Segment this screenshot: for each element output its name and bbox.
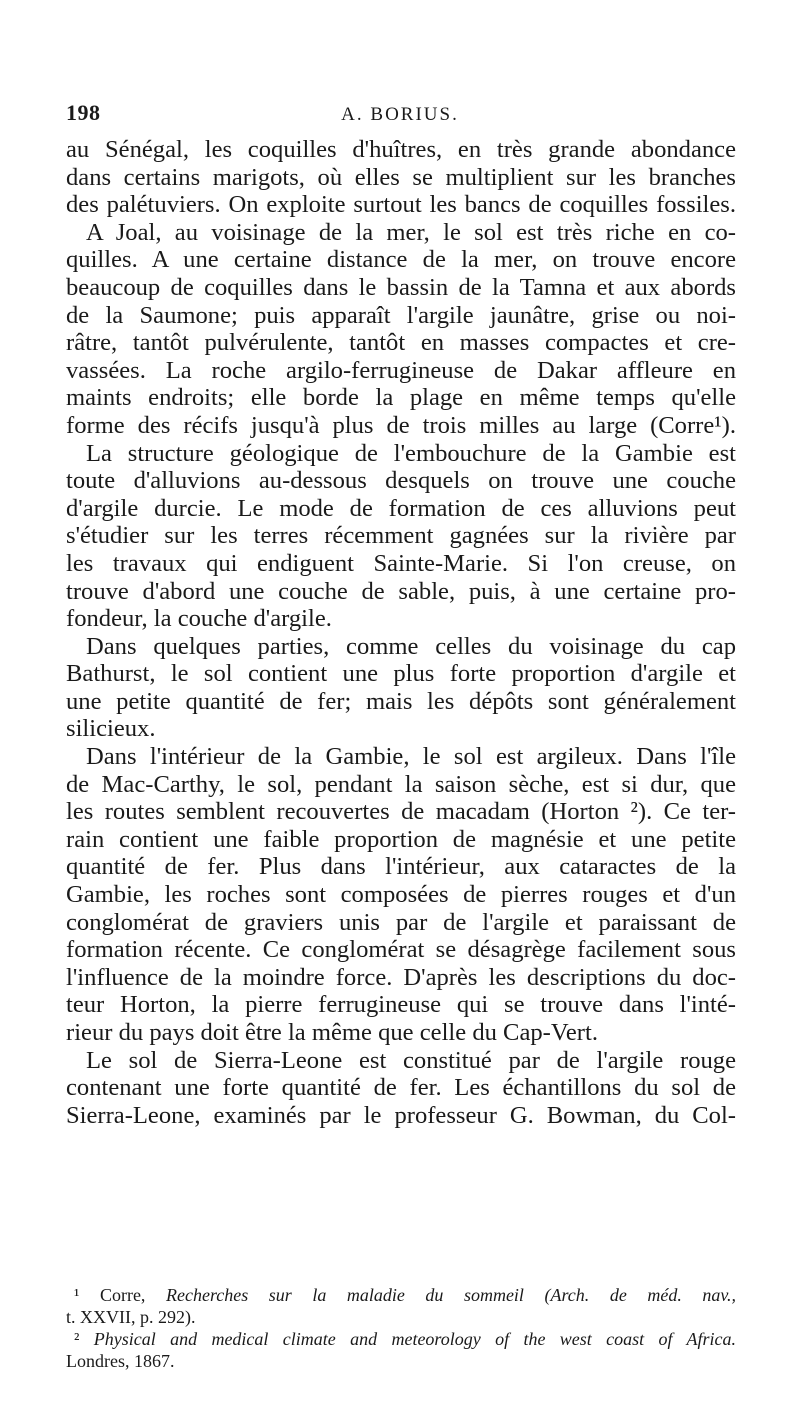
text-line: formation récente. Ce conglomérat se désagrège facilement sous bbox=[66, 936, 736, 964]
text-line: des palétuviers. On exploite surtout les bancs de coquilles fossiles. bbox=[66, 191, 736, 219]
page-number: 198 bbox=[66, 100, 101, 125]
text-line: fondeur, la couche d'argile. bbox=[66, 605, 332, 633]
text-line: quilles. A une certaine distance de la mer, on trouve encore bbox=[66, 246, 736, 274]
footnote-marker: ¹ bbox=[74, 1285, 80, 1305]
text-line: s'étudier sur les terres récemment gagnées sur la rivière par bbox=[66, 522, 736, 550]
text-line: Dans l'intérieur de la Gambie, le sol est argileux. Dans l'île bbox=[86, 743, 736, 771]
text-line: A Joal, au voisinage de la mer, le sol est très riche en co- bbox=[86, 218, 736, 246]
text-line: contenant une forte quantité de fer. Les échantillons du sol de bbox=[66, 1074, 736, 1102]
text-line: rain contient une faible proportion de magnésie et une petite bbox=[66, 825, 736, 853]
footnote-2-continuation: Londres, 1867. bbox=[66, 1351, 175, 1371]
footnote-author: Corre, bbox=[99, 1285, 146, 1305]
footnote-title: Physical and medical climate and meteorology of the west coast of Africa. bbox=[93, 1329, 737, 1349]
text-line: conglomérat de graviers unis par de l'argile et paraissant de bbox=[66, 908, 736, 936]
footnote-source: (Arch. de méd. nav., bbox=[544, 1285, 737, 1305]
text-line: Le sol de Sierra-Leone est constitué par de l'argile rouge bbox=[86, 1046, 736, 1074]
text-line: d'argile durcie. Le mode de formation de ces alluvions peut bbox=[66, 494, 736, 522]
running-head: A. BORIUS. bbox=[341, 104, 459, 125]
text-line: trouve d'abord une couche de sable, puis, à une certaine pro- bbox=[66, 577, 736, 605]
text-line: les travaux qui endiguent Sainte-Marie. Si l'on creuse, on bbox=[66, 549, 736, 577]
text-line: une petite quantité de fer; mais les dépôts sont généralement bbox=[66, 687, 736, 715]
footnote-2 bbox=[66, 1328, 736, 1350]
text-line: l'influence de la moindre force. D'après les descriptions du doc- bbox=[66, 963, 736, 991]
footnote-title: Recherches sur la maladie du sommeil bbox=[165, 1285, 524, 1305]
text-line: toute d'alluvions au-dessous desquels on trouve une couche bbox=[66, 467, 736, 495]
footnotes bbox=[66, 1284, 736, 1372]
text-line: Dans quelques parties, comme celles du voisinage du cap bbox=[86, 632, 736, 660]
text-line: silicieux. bbox=[66, 715, 156, 743]
text-line: rieur du pays doit être la même que celle du Cap-Vert. bbox=[66, 1019, 598, 1046]
text-line: La structure géologique de l'embouchure de la Gambie est bbox=[86, 439, 736, 467]
text-line: dans certains marigots, où elles se multiplient sur les branches bbox=[66, 163, 736, 191]
footnote-marker: ² bbox=[74, 1329, 80, 1349]
text-line: Sierra-Leone, examinés par le professeur G. Bowman, du Col- bbox=[66, 1101, 736, 1129]
footnote-1-continuation: t. XXVII, p. 292). bbox=[66, 1307, 196, 1327]
text-line: teur Horton, la pierre ferrugineuse qui se trouve dans l'inté- bbox=[66, 991, 736, 1019]
text-line: vassées. La roche argilo-ferrugineuse de Dakar affleure en bbox=[66, 356, 736, 384]
text-line: Bathurst, le sol contient une plus forte proportion d'argile et bbox=[66, 660, 736, 688]
text-line: forme des récifs jusqu'à plus de trois milles au large (Corre¹). bbox=[66, 411, 736, 439]
text-line: beaucoup de coquilles dans le bassin de la Tamna et aux abords bbox=[66, 273, 736, 301]
footnote-1 bbox=[66, 1284, 736, 1306]
text-line: râtre, tantôt pulvérulente, tantôt en masses compactes et cre- bbox=[66, 329, 736, 357]
text-line: au Sénégal, les coquilles d'huîtres, en très grande abondance bbox=[66, 136, 736, 163]
text-line: quantité de fer. Plus dans l'intérieur, aux cataractes de la bbox=[66, 853, 736, 881]
body-text bbox=[66, 136, 736, 1129]
text-line: de la Saumone; puis apparaît l'argile jaunâtre, grise ou noi- bbox=[66, 301, 736, 329]
text-line: de Mac-Carthy, le sol, pendant la saison sèche, est si dur, que bbox=[66, 770, 736, 798]
text-line: les routes semblent recouvertes de macadam (Horton ²). Ce ter- bbox=[66, 798, 736, 826]
text-line: maints endroits; elle borde la plage en même temps qu'elle bbox=[66, 384, 736, 412]
text-line: Gambie, les roches sont composées de pierres rouges et d'un bbox=[66, 881, 736, 909]
